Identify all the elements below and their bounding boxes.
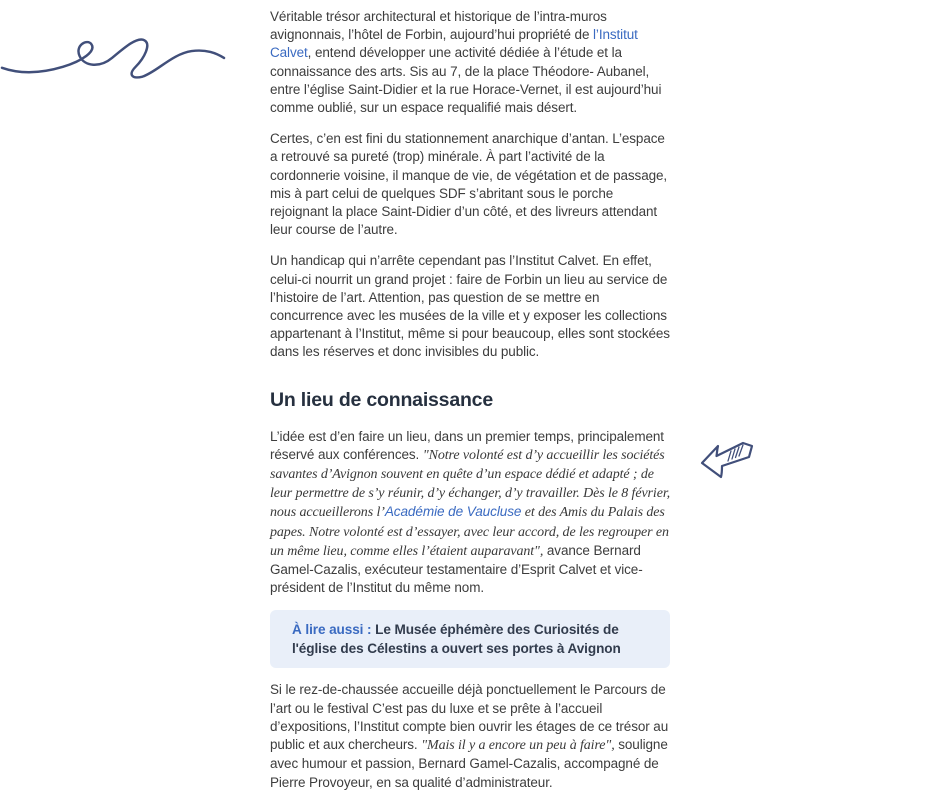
paragraph-text: L’idée est d’en faire un lieu, dans un premier temps, principalement réservé aux conférences. [270,428,664,462]
section-heading: Un lieu de connaissance [270,388,493,411]
paragraph-text: Véritable trésor architectural et historique de l’intra-muros avignonnais, l’hôtel de Forbin, aujourd’hui propriété de [270,9,607,43]
quote-text: "Notre volonté est d’y accueillir les sociétés savantes d’Avignon souvent en quête d’un espace dédié et adapté ; de leur permettre de s’y réunir, d’y échanger, d’y travailler. Dès le 8 février, nous accueillerons l’ [270,447,671,521]
paragraph-text: avance Bernard Gamel-Cazalis, exécuteur testamentaire d’Esprit Calvet et vice- président de l’Institut du même nom. [270,542,643,596]
paragraph-projet: Un handicap qui n’arrête cependant pas l’Institut Calvet. En effet, celui-ci nourrit un grand projet : faire de Forbin un lieu au service de l’histoire de l’art. Attention, pas question de se mettre en concurrence avec les musées de la ville et y exposer les collections appartenant à l’Institut, même si pour beaucoup, elles sont stockées dans les réserves et donc invisibles du public. [270,253,670,360]
paragraph-text: , entend développer une activité dédiée à l’étude et la connaissance des arts. Sis au 7, de la place Théodore- Aubanel, entre l’église Saint-Didier et la rue Horace-Vernet, il est aujourd’hui comme oublié, sur un espace requalifié mais désert. [270,45,662,116]
academie-vaucluse-link[interactable]: Académie de Vaucluse [384,504,522,520]
paragraph-text: Si le rez-de-chaussée accueille déjà ponctuellement le Parcours de l’art ou le festival C’est pas du luxe et se prête à l’accueil d’expositions, l’Institut compte bien ouvrir les étages de ce trésor au public et aux chercheurs. [270,682,669,753]
read-also-separator: : [363,622,376,638]
paragraph-outro [270,681,670,791]
paragraph-text: souligne avec humour et passion, Bernard Gamel-Cazalis, accompagné de Pierre Provoyeur, en sa qualité d’administrateur. [270,737,668,790]
read-also-box[interactable] [270,610,670,668]
institut-calvet-link[interactable]: l’Institut Calvet [270,27,638,61]
paragraph-conferences [270,428,670,598]
ink-squiggle-decoration [0,24,226,88]
read-also-link[interactable]: Le Musée éphémère des Curiosités de l'église des Célestins a ouvert ses portes à Avignon [292,622,621,657]
quote-text: et des Amis du Palais des papes. Notre volonté est d’essayer, avec leur accord, de les regrouper en un même lieu, comme elles l’étaient auparavant", [270,505,669,559]
paragraph-intro [270,8,670,117]
article-body [270,0,670,805]
paragraph-espace: Certes, c’en est fini du stationnement anarchique d’antan. L’espace a retrouvé sa pureté (trop) minérale. À part l’activité de la cordonnerie voisine, il manque de vie, de végétation et de passage, mis à part celui de quelques SDF s’abritant sous le porche rejoignant la place Saint-Didier d’un côté, et des livreurs attendant leur course de l’autre. [270,131,668,238]
quote-text: "Mais il y a encore un peu à faire", [421,738,615,754]
hand-drawn-arrow-left-icon [698,436,756,482]
read-also-label: À lire aussi [292,622,364,638]
